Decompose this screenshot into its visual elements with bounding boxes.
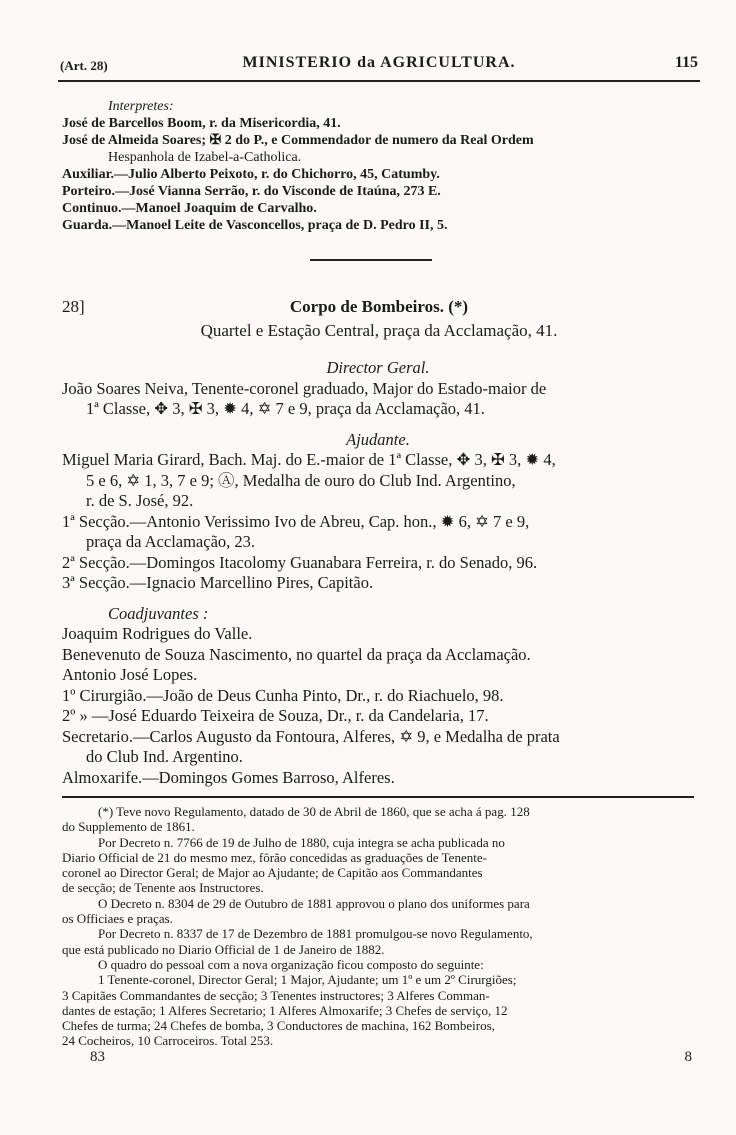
footnote-line: de secção; de Tenente aos Instructores. <box>62 880 264 896</box>
staff-line: Ajudante. <box>346 429 410 449</box>
interpreters-line: Continuo.—Manoel Joaquim de Carvalho. <box>62 201 317 216</box>
signature-left: 83 <box>90 1048 105 1065</box>
footnote-rule <box>62 796 694 798</box>
header-ministry-title: MINISTERIO da AGRICULTURA. <box>242 54 516 71</box>
footnote-line: dantes de estação; 1 Alferes Secretario; 1 Alferes Almoxarife; 3 Chefes de serviço, 12 <box>62 1002 508 1018</box>
section-heading <box>62 291 696 341</box>
interpreters-line: Guarda.—Manoel Leite de Vasconcellos, praça de D. Pedro II, 5. <box>62 218 448 233</box>
footnote-line: O quadro do pessoal com a nova organização ficou composto do seguinte: <box>98 956 484 972</box>
staff-line: 1ª Classe, ✥ 3, ✠ 3, ✹ 4, ✡ 7 e 9, praça da Acclamação, 41. <box>86 399 485 418</box>
signature-line <box>62 1049 694 1067</box>
footnote-line: Chefes de turma; 24 Chefes de bomba, 3 Conductores de machina, 162 Bombeiros, <box>62 1018 495 1034</box>
staff-line: Almoxarife.—Domingos Gomes Barroso, Alferes. <box>62 767 395 787</box>
staff-listing <box>62 358 694 788</box>
footnote-line: que está publicado no Diario Official de 1 de Janeiro de 1882. <box>62 941 385 957</box>
footnote-line: os Officiaes e praças. <box>62 911 173 927</box>
staff-line: Joaquim Rodrigues do Valle. <box>62 624 253 643</box>
footnote-line: (*) Teve novo Regulamento, datado de 30 de Abril de 1860, que se acha á pag. 128 <box>98 804 530 819</box>
footnote-line: 3 Capitães Commandantes de secção; 3 Tenentes instructores; 3 Alferes Comman- <box>62 987 490 1003</box>
footnote-line: Por Decreto n. 8337 de 17 de Dezembro de 1881 promulgou-se novo Regulamento, <box>98 926 533 942</box>
staff-line: 1º Cirurgião.—João de Deus Cunha Pinto, Dr., r. do Riachuelo, 98. <box>62 685 504 705</box>
footnote-line: O Decreto n. 8304 de 29 de Outubro de 1881 approvou o plano dos uniformes para <box>98 895 530 911</box>
interpreters-line: Auxiliar.—Julio Alberto Peixoto, r. do Chichorro, 45, Catumby. <box>62 167 440 182</box>
footnote-line: 24 Cocheiros, 10 Carroceiros. Total 253. <box>62 1033 274 1049</box>
section-divider <box>310 259 432 261</box>
header-page-number: 115 <box>674 54 698 71</box>
footnote-line: do Supplemento de 1861. <box>62 819 195 835</box>
section-title: Corpo de Bombeiros. (*) <box>289 297 469 316</box>
staff-line: Director Geral. <box>326 358 430 377</box>
staff-line: Secretario.—Carlos Augusto da Fontoura, Alferes, ✡ 9, e Medalha de prata <box>62 726 560 746</box>
signature-right: 8 <box>684 1048 692 1065</box>
staff-line: Antonio José Lopes. <box>62 665 198 684</box>
header-article-ref: (Art. 28) <box>60 58 108 73</box>
footnote-line: Diario Official de 21 do mesmo mez, fôrão concedidas as graduações de Tenente- <box>62 849 487 865</box>
page-header <box>60 52 698 76</box>
section-address: Quartel e Estação Central, praça da Acclamação, 41. <box>200 321 558 340</box>
staff-line: 2ª Secção.—Domingos Itacolomy Guanabara Ferreira, r. do Senado, 96. <box>62 552 538 572</box>
footnote <box>62 804 694 1067</box>
interpreters-block <box>62 98 696 234</box>
staff-line: 5 e 6, ✡ 1, 3, 7 e 9; Ⓐ, Medalha de ouro do Club Ind. Argentino, <box>86 470 516 490</box>
staff-line: Benevenuto de Souza Nascimento, no quartel da praça da Acclamação. <box>62 644 531 664</box>
interpreters-line: Hespanhola de Izabel-a-Catholica. <box>108 150 302 165</box>
staff-line: 3ª Secção.—Ignacio Marcellino Pires, Capitão. <box>62 573 374 592</box>
interpreters-line: Porteiro.—José Vianna Serrão, r. do Visconde de Itaúna, 273 E. <box>62 184 441 199</box>
interpreters-line: Interpretes: <box>108 99 174 114</box>
footnote-line: coronel ao Director Geral; de Major ao Ajudante; de Capitão aos Commandantes <box>62 865 483 881</box>
section-number: 28] <box>62 297 85 316</box>
staff-line: Miguel Maria Girard, Bach. Maj. do E.-maior de 1ª Classe, ✥ 3, ✠ 3, ✹ 4, <box>62 450 556 469</box>
staff-line: r. de S. José, 92. <box>86 491 194 510</box>
staff-line: 2º » —José Eduardo Teixeira de Souza, Dr., r. da Candelaria, 17. <box>62 706 489 725</box>
staff-line: praça da Acclamação, 23. <box>86 532 256 551</box>
staff-line: Coadjuvantes : <box>108 603 209 623</box>
staff-line: 1ª Secção.—Antonio Verissimo Ivo de Abreu, Cap. hon., ✹ 6, ✡ 7 e 9, <box>62 511 530 531</box>
staff-line <box>62 594 694 604</box>
interpreters-line: José de Barcellos Boom, r. da Misericordia, 41. <box>62 116 341 131</box>
header-rule <box>58 80 700 82</box>
footnote-line: 1 Tenente-coronel, Director Geral; 1 Major, Ajudante; um 1º e um 2º Cirurgiões; <box>98 972 517 988</box>
staff-line: do Club Ind. Argentino. <box>86 747 243 766</box>
staff-line <box>62 420 694 430</box>
footnote-line: Por Decreto n. 7766 de 19 de Julho de 1880, cuja integra se acha publicada no <box>98 834 505 850</box>
staff-line: João Soares Neiva, Tenente-coronel graduado, Major do Estado-maior de <box>62 378 547 398</box>
footnote-text <box>62 804 694 1049</box>
interpreters-line: José de Almeida Soares; ✠ 2 do P., e Commendador de numero da Real Ordem <box>62 133 534 148</box>
